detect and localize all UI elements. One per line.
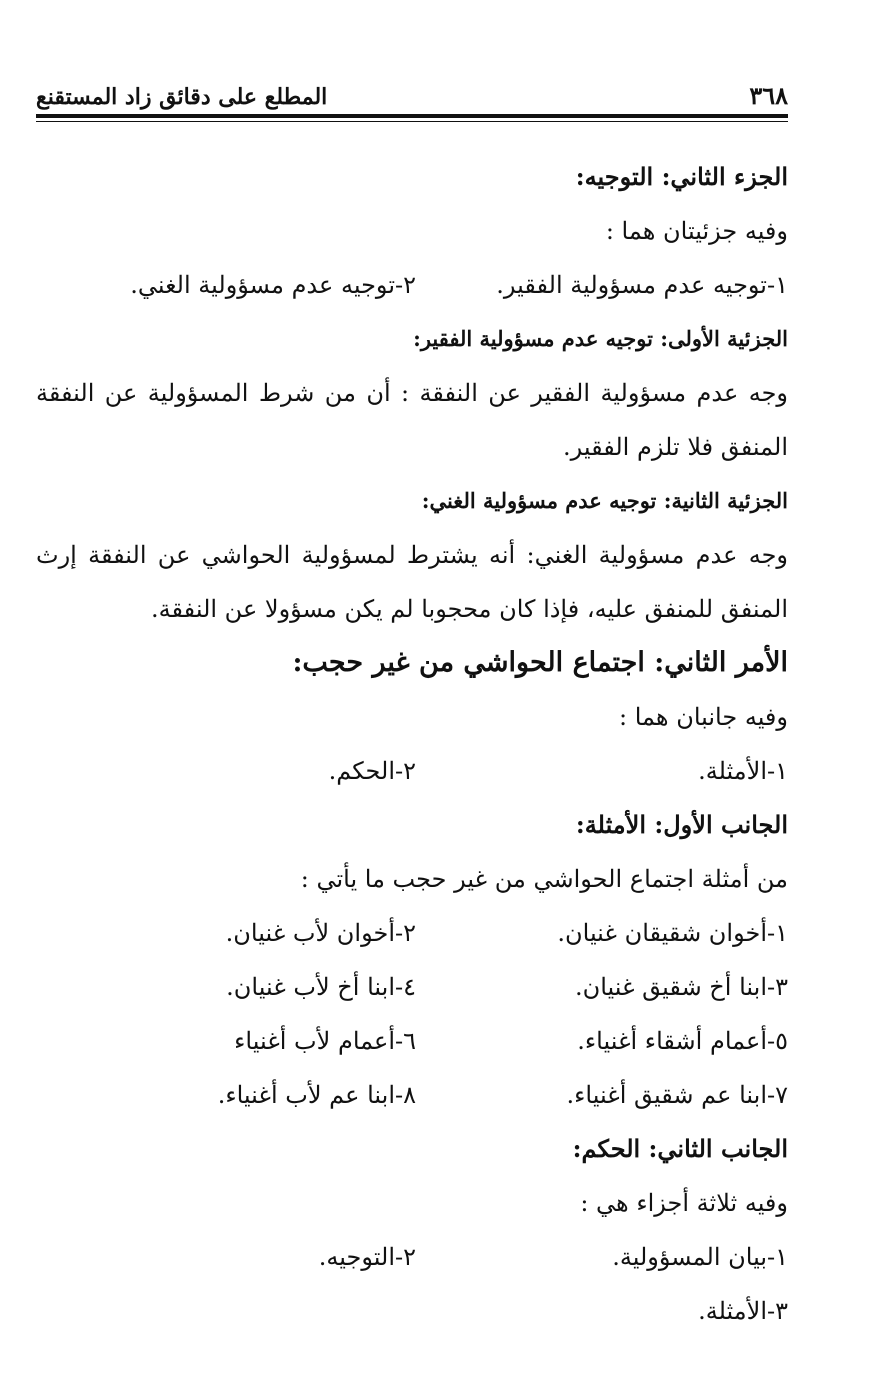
list-row xyxy=(36,906,788,960)
subsection-heading: الجزئية الثانية: توجيه عدم مسؤولية الغني: xyxy=(421,488,788,513)
paragraph: وفيه جانبان هما : xyxy=(619,703,788,731)
list-row xyxy=(36,258,788,312)
list-item: ٦-أعمام لأب أغنياء xyxy=(234,1027,416,1055)
page-number: ٣٦٨ xyxy=(749,81,788,110)
paragraph: من أمثلة اجتماع الحواشي من غير حجب ما يأتي : xyxy=(300,865,788,893)
paragraph: المنفق للمنفق عليه، فإذا كان محجوبا لم يكن مسؤولا عن النفقة. xyxy=(151,595,788,623)
list-item: ١-أخوان شقيقان غنيان. xyxy=(557,919,788,947)
major-heading: الأمر الثاني: اجتماع الحواشي من غير حجب: xyxy=(292,647,788,678)
list-item: ٣-ابنا أخ شقيق غنيان. xyxy=(574,973,788,1001)
list-item: ٧-ابنا عم شقيق أغنياء. xyxy=(566,1081,788,1109)
list-item: ٢-الحكم. xyxy=(328,757,416,785)
list-item: ٣-الأمثلة. xyxy=(698,1297,788,1325)
book-page xyxy=(36,70,788,1338)
list-item: ٨-ابنا عم لأب أغنياء. xyxy=(217,1081,416,1109)
paragraph: وفيه ثلاثة أجزاء هي : xyxy=(580,1189,788,1217)
list-item: ١-الأمثلة. xyxy=(698,757,788,785)
paragraph: المنفق فلا تلزم الفقير. xyxy=(562,433,788,461)
list-row xyxy=(36,1230,788,1284)
book-title: المطلع على دقائق زاد المستقنع xyxy=(36,84,328,110)
list-row xyxy=(36,960,788,1014)
paragraph: وفيه جزئيتان هما : xyxy=(605,217,788,245)
section-heading: الجانب الثاني: الحكم: xyxy=(572,1134,788,1163)
section-heading: الجانب الأول: الأمثلة: xyxy=(575,810,788,839)
list-row xyxy=(36,744,788,798)
list-item: ٢-أخوان لأب غنيان. xyxy=(225,919,416,947)
page-header xyxy=(36,70,788,110)
section-heading: الجزء الثاني: التوجيه: xyxy=(575,162,788,191)
header-rule-thin xyxy=(36,121,788,122)
paragraph: وجه عدم مسؤولية الفقير عن النفقة : أن من شرط المسؤولية عن النفقة xyxy=(36,379,788,407)
list-row xyxy=(36,1014,788,1068)
list-item: ٢-توجيه عدم مسؤولية الغني. xyxy=(130,271,416,299)
header-rule-thick xyxy=(36,114,788,118)
list-item: ٥-أعمام أشقاء أغنياء. xyxy=(577,1027,788,1055)
page-content xyxy=(36,150,788,1338)
list-row xyxy=(36,1068,788,1122)
list-item: ١-توجيه عدم مسؤولية الفقير. xyxy=(496,271,788,299)
list-item: ٤-ابنا أخ لأب غنيان. xyxy=(226,973,416,1001)
list-item: ٢-التوجيه. xyxy=(318,1243,416,1271)
subsection-heading: الجزئية الأولى: توجيه عدم مسؤولية الفقير: xyxy=(413,326,788,351)
paragraph: وجه عدم مسؤولية الغني: أنه يشترط لمسؤولية الحواشي عن النفقة إرث xyxy=(36,541,788,569)
list-item: ١-بيان المسؤولية. xyxy=(612,1243,788,1271)
